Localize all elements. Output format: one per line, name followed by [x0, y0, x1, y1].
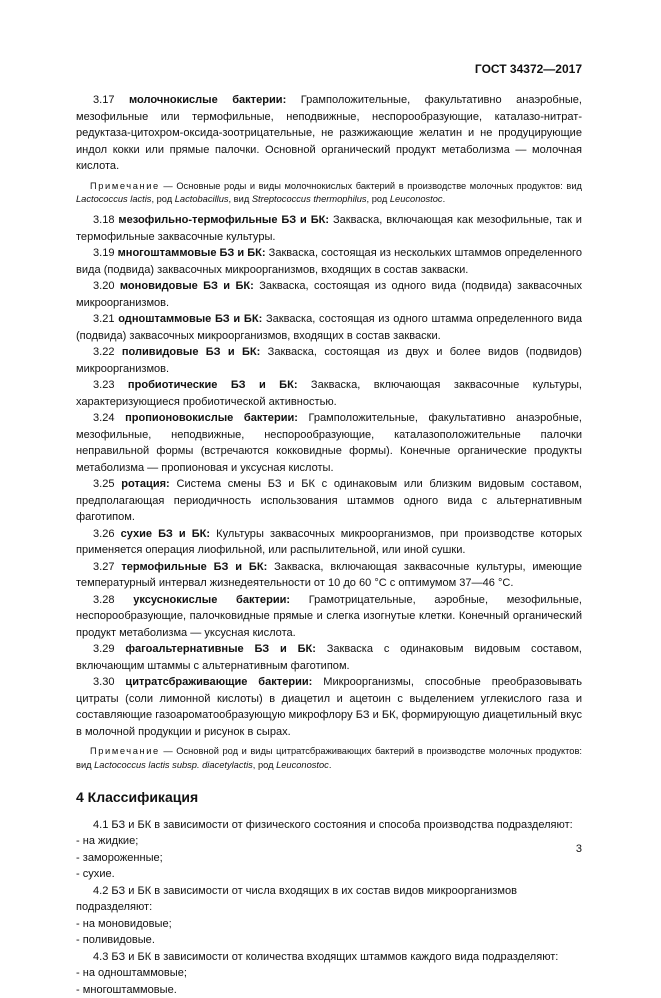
term: поливидовые БЗ и БК:: [121, 346, 261, 359]
definition-3-17: 3.17 молочнокислые бактерии: Грамположительные, факультативно анаэробные, мезофильные или термофильные, неподвижные, неспорообразующие, каталазо-нитрат-редуктаза-цитохром-оксида-зоотрицательные, не разжижающие желатин и не продуцирующие индол кокки или прямые палочки. Основной органический продукт метаболизма — молочная кислота.: [76, 94, 582, 172]
note-lactic-bacteria: Примечание — Основные роды и виды молочнокислых бактерий в производстве молочных продуктов: вид Lactococcus lactis, род Lactobacillus, вид Streptococcus thermophilus, род Leuconostoc.: [76, 180, 582, 205]
term: моновидовые БЗ и БК:: [119, 280, 254, 293]
note-label: Примечание: [90, 746, 160, 757]
definition-3-29: 3.29 фагоальтернативные БЗ и БК: Закваска с одинаковым видовым составом, включающим штаммы с альтернативным фаготипом.: [76, 643, 582, 672]
definition-3-28: 3.28 уксуснокислые бактерии: Грамотрицательные, аэробные, мезофильные, неспорообразующие, палочковидные прямые и слегка изогнутые клетки. Конечный органический продукт метаболизма — уксусная кислота.: [76, 593, 582, 639]
list-item: - поливидовые.: [76, 934, 155, 947]
definition-3-20: 3.20 моновидовые БЗ и БК: Закваска, состоящая из одного вида (подвида) заквасочных микроорганизмов.: [76, 280, 582, 309]
definition-3-27: 3.27 термофильные БЗ и БК: Закваска, включающая заквасочные культуры, имеющие температурный интервал жизнедеятельности от 10 до 60 °С с оптимумом 37—46 °С.: [76, 560, 582, 590]
term: ротация:: [121, 478, 170, 491]
term: термофильные БЗ и БК:: [121, 560, 268, 573]
definition-3-26: 3.26 сухие БЗ и БК: Культуры заквасочных микроорганизмов, при производстве которых применяется операция лиофильной, или распылительной, или иной сушки.: [76, 527, 582, 557]
definition-3-25: 3.25 ротация: Система смены БЗ и БК с одинаковым или близким видовым составом, предполагающая периодичность использования штаммов одного вида с альтернативным фаготипом.: [76, 478, 582, 524]
term: сухие БЗ и БК:: [120, 527, 211, 540]
section-heading: 4 Классификация: [76, 788, 199, 805]
note-citrate-bacteria: Примечание — Основной род и виды цитратсбраживающих бактерий в производстве молочных продуктов: вид Lactococcus lactis subsp. diacetylactis, род Leuconostoc.: [76, 746, 582, 770]
definition-3-30: 3.30 цитратсбраживающие бактерии: Микроорганизмы, способные преобразовывать цитраты (соли лимонной кислоты) в диацетил и ацетоин с выделением углекислого газа и составляющие газоароматообразующую микрофлору БЗ и БК, формирующую диацетильный вкус в молочной продукции и рисунок в сырах.: [76, 676, 582, 738]
classification-list: [76, 817, 582, 998]
definition-3-23: 3.23 пробиотические БЗ и БК: Закваска, включающая заквасочные культуры, характеризующиеся пробиотической активностью.: [76, 379, 582, 408]
list-item: - на моновидовые;: [76, 917, 172, 930]
term: фагоальтернативные БЗ и БК:: [125, 643, 316, 656]
list-item: - на жидкие;: [76, 835, 139, 848]
note-label: Примечание: [90, 180, 160, 191]
clause: 4.2 БЗ и БК в зависимости от числа входящих в их состав видов микроорганизмов подразделяют:: [76, 884, 517, 914]
term: одноштаммовые БЗ и БК:: [118, 313, 263, 326]
term: пробиотические БЗ и БК:: [127, 379, 298, 392]
term: многоштаммовые БЗ и БК:: [117, 247, 266, 260]
definition-3-19: 3.19 многоштаммовые БЗ и БК: Закваска, состоящая из нескольких штаммов определенного вида (подвида) заквасочных микроорганизмов, входящих в состав закваски.: [76, 247, 582, 276]
list-item: - многоштаммовые.: [76, 983, 177, 996]
term: молочнокислые бактерии:: [128, 94, 287, 106]
definition-3-22: 3.22 поливидовые БЗ и БК: Закваска, состоящая из двух и более видов (подвидов) микроорганизмов.: [76, 346, 582, 375]
list-item: - на одноштаммовые;: [76, 967, 187, 980]
term: цитратсбраживающие бактерии:: [125, 676, 313, 689]
definition-3-24: 3.24 пропионовокислые бактерии: Грамположительные, факультативно анаэробные, мезофильные, неподвижные, неспорообразующие, каталазоположительные палочки неправильной формы (встречаются кокковидные формы). Конечные органические продукты метаболизма — пропионовая и уксусная кислоты.: [76, 412, 582, 474]
page-number: 3: [575, 843, 582, 855]
definition-3-21: 3.21 одноштаммовые БЗ и БК: Закваска, состоящая из одного штамма определенного вида (подвида) заквасочных микроорганизмов, входящих в состав закваски.: [76, 313, 583, 342]
clause: 4.3 БЗ и БК в зависимости от количества входящих штаммов каждого вида подразделяют:: [93, 950, 559, 963]
document-header: ГОСТ 34372—2017: [474, 62, 582, 76]
list-item: - сухие.: [76, 868, 115, 881]
definition-3-18: 3.18 мезофильно-термофильные БЗ и БК: Закваска, включающая как мезофильные, так и термофильные заквасочные культуры.: [76, 214, 582, 243]
term: мезофильно-термофильные БЗ и БК:: [118, 214, 330, 227]
document-body: [76, 92, 582, 998]
list-item: - замороженные;: [76, 851, 163, 864]
term: пропионовокислые бактерии:: [125, 412, 298, 425]
term: уксуснокислые бактерии:: [133, 593, 291, 606]
clause: 4.1 БЗ и БК в зависимости от физического состояния и способа производства подразделяют:: [93, 818, 573, 831]
